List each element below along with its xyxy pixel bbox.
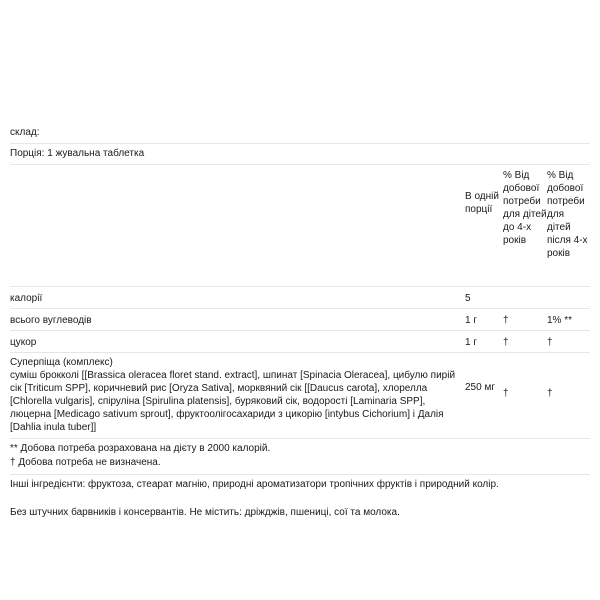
superfood-cell xyxy=(10,353,465,439)
row-amount: 1 г xyxy=(465,309,503,331)
composition-title: склад: xyxy=(10,122,590,144)
table-row-superfood xyxy=(10,353,590,439)
superfood-description: суміш брокколі [[Brassica oleracea floret stand. extract], шпинат [Spinacia Oleracea], цибулю пирій сік [Triticum SPP], коричневий рис [Oryza Sativa], морквяний сік [[Daucus carota], хлорелла [Chlorella vulgaris], спіруліна [Spirulina platensis], буряковий сік, водорості [Laminaria SPP], люцерна [Medicago sativum sprout], фруктоолігосахариди з цикорію [intybus Cichorium] і Далія [Dahlia inula tuber]] xyxy=(10,370,456,433)
row-amount: 1 г xyxy=(465,331,503,353)
row-name: всього вуглеводів xyxy=(10,309,465,331)
serving-size: Порція: 1 жувальна таблетка xyxy=(10,144,590,165)
header-name xyxy=(10,165,465,287)
table-row xyxy=(10,309,590,331)
row-dv-under-4 xyxy=(503,287,547,309)
free-from-statement: Без штучних барвників і консервантів. Не містить: дріжджів, пшениці, сої та молока. xyxy=(10,507,400,518)
other-ingredients: Інші інгредієнти: фруктоза, стеарат магнію, природні ароматизатори тропічних фруктів і природний колір. xyxy=(10,479,499,490)
row-name: калорії xyxy=(10,287,465,309)
supplement-facts xyxy=(10,122,590,519)
row-amount: 5 xyxy=(465,287,503,309)
row-dv-over-4: 1% ** xyxy=(547,309,590,331)
row-dv-under-4: † xyxy=(503,309,547,331)
footnote-daily-value: ** Добова потреба розрахована на дієту в 2000 калорій. xyxy=(10,443,271,454)
row-dv-under-4: † xyxy=(503,331,547,353)
superfood-name: Суперпіща (комплекс) xyxy=(10,357,113,368)
table-row xyxy=(10,287,590,309)
superfood-dv-under-4: † xyxy=(503,353,547,439)
table-row xyxy=(10,331,590,353)
row-dv-over-4 xyxy=(547,287,590,309)
superfood-amount: 250 мг xyxy=(465,353,503,439)
footnotes xyxy=(10,439,590,475)
row-dv-over-4: † xyxy=(547,331,590,353)
nutrition-table xyxy=(10,165,590,439)
superfood-dv-over-4: † xyxy=(547,353,590,439)
header-dv-over-4: % Від добової потреби для дітей після 4-х років xyxy=(547,165,590,287)
table-header-row xyxy=(10,165,590,287)
header-per-serving: В одній порції xyxy=(465,165,503,287)
footnote-not-established: † Добова потреба не визначена. xyxy=(10,457,161,468)
row-name: цукор xyxy=(10,331,465,353)
header-dv-under-4: % Від добової потреби для дітей до 4-х років xyxy=(503,165,547,287)
